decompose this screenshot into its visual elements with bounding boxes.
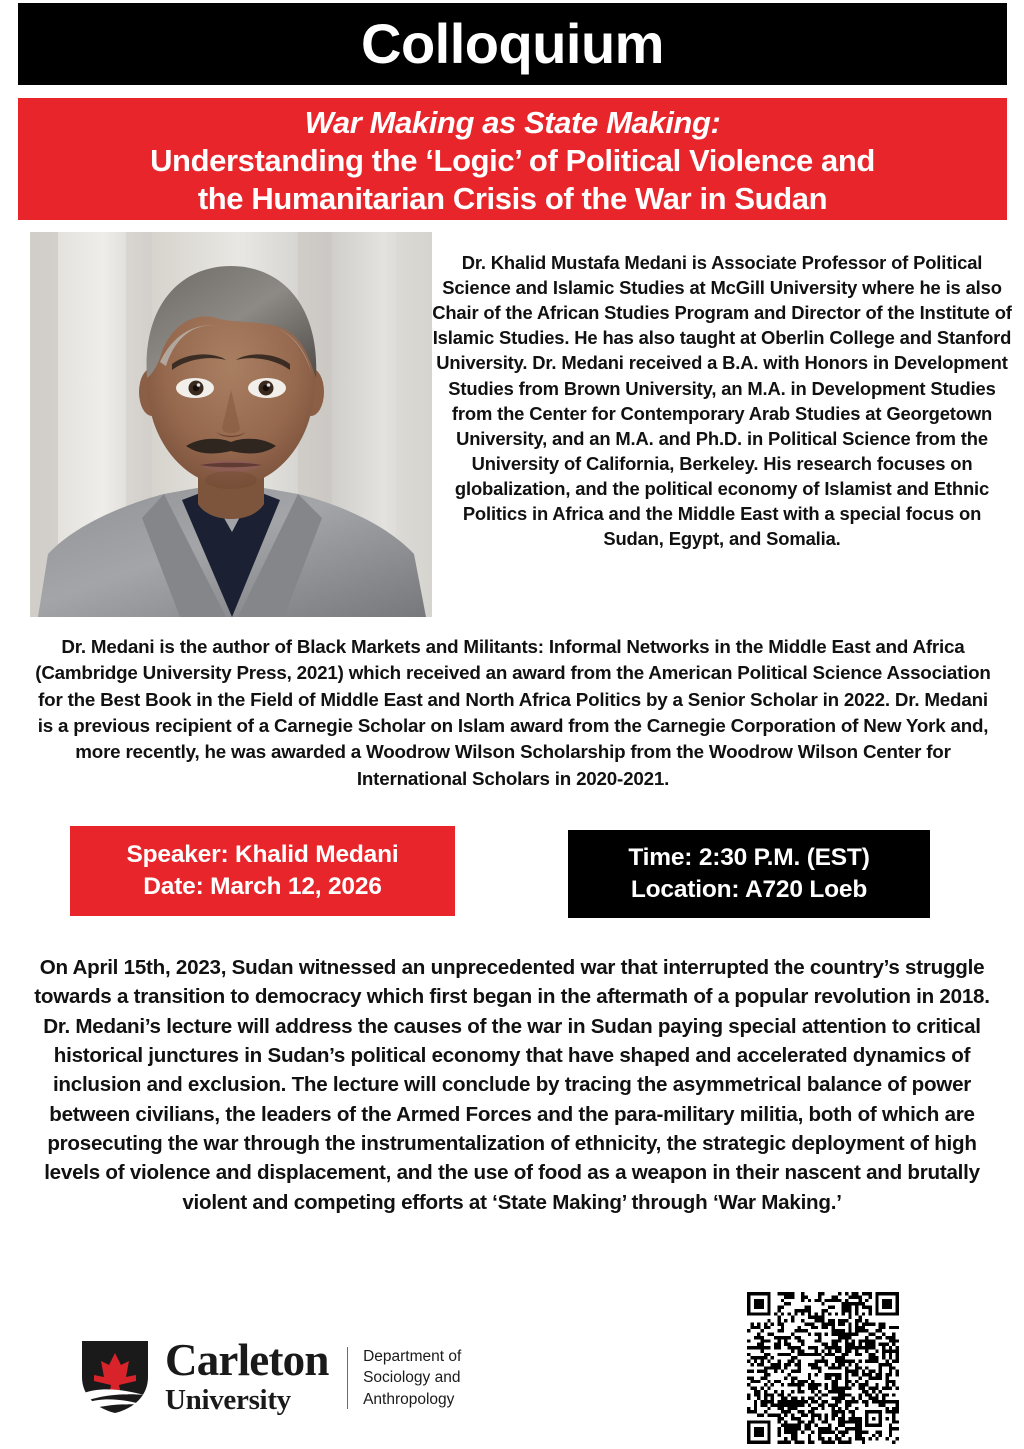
qr-code[interactable]	[744, 1292, 902, 1444]
speaker-name-line: Speaker: Khalid Medani	[126, 841, 399, 869]
carleton-university-logo	[78, 1332, 468, 1424]
department-line-2: Sociology and	[363, 1369, 461, 1387]
page-title: Colloquium	[361, 12, 664, 75]
subtitle-line-2: Understanding the ‘Logic’ of Political Violence and	[150, 142, 875, 178]
department-line-3: Anthropology	[363, 1390, 455, 1408]
event-date-line: Date: March 12, 2026	[143, 873, 382, 900]
logo-university-text: University	[165, 1383, 291, 1416]
time-location-info-box	[568, 830, 930, 918]
header-bar	[18, 3, 1007, 85]
carleton-shield-icon	[78, 1337, 152, 1420]
speaker-portrait-photo	[30, 232, 432, 617]
event-location-line: Location: A720 Loeb	[630, 876, 868, 903]
event-time-line: Time: 2:30 P.M. (EST)	[628, 844, 870, 872]
subtitle-bar	[18, 98, 1007, 220]
speaker-bio-paragraph-1: Dr. Khalid Mustafa Medani is Associate Professor of Political Science and Islamic Studies at McGill University where he is also Chair of the African Studies Program and Director of the Institute of Islamic Studies. He has also taught at Oberlin College and Stanford University. Dr. Medani received a B.A. with Honors in Development Studies from Brown University, an M.A. in Development Studies from the Center for Contemporary Arab Studies at Georgetown University, and an M.A. and Ph.D. in Political Science from the University of California, Berkeley. His research focuses on globalization, and the political economy of Islamist and Ethnic Politics in Africa and the Middle East with a special focus on Sudan, Egypt, and Somalia.	[432, 252, 1012, 550]
abstract-paragraph: On April 15th, 2023, Sudan witnessed an unprecedented war that interrupted the country’s struggle towards a transition to democracy which first began in the aftermath of a popular revolution in 2018. Dr. Medani’s lecture will address the causes of the war in Sudan paying special attention to critical historical junctures in Sudan’s political economy that have shaped and accelerated dynamics of inclusion and exclusion. The lecture will conclude by tracing the asymmetrical balance of power between civilians, the leaders of the Armed Forces and the para-military militia, both of which are prosecuting the war through the instrumentalization of ethnicity, the strategic deployment of high levels of violence and displacement, and the use of food as a weapon in their nascent and brutally violent and competing efforts at ‘State Making’ through ‘War Making.’	[34, 956, 990, 1214]
subtitle-line-1: War Making as State Making:	[304, 105, 721, 140]
speaker-bio-paragraph-2: Dr. Medani is the author of Black Markets and Militants: Informal Networks in the Middle East and Africa (Cambridge University Press, 2021) which received an award from the American Political Science Association for the Best Book in the Field of Middle East and North Africa Politics by a Senior Scholar in 2022. Dr. Medani is a previous recipient of a Carnegie Scholar on Islam award from the Carnegie Corporation of New York and, more recently, he was awarded a Woodrow Wilson Scholarship from the Woodrow Wilson Center for International Scholars in 2020-2021.	[35, 636, 991, 789]
department-line-1: Department of	[363, 1347, 462, 1365]
carleton-wordmark	[165, 1335, 329, 1417]
logo-carleton-text: Carleton	[165, 1335, 329, 1386]
logo-divider	[347, 1347, 349, 1409]
speaker-info-box	[70, 826, 455, 916]
subtitle-line-3: the Humanitarian Crisis of the War in Sudan	[197, 180, 828, 216]
department-name	[363, 1346, 461, 1410]
